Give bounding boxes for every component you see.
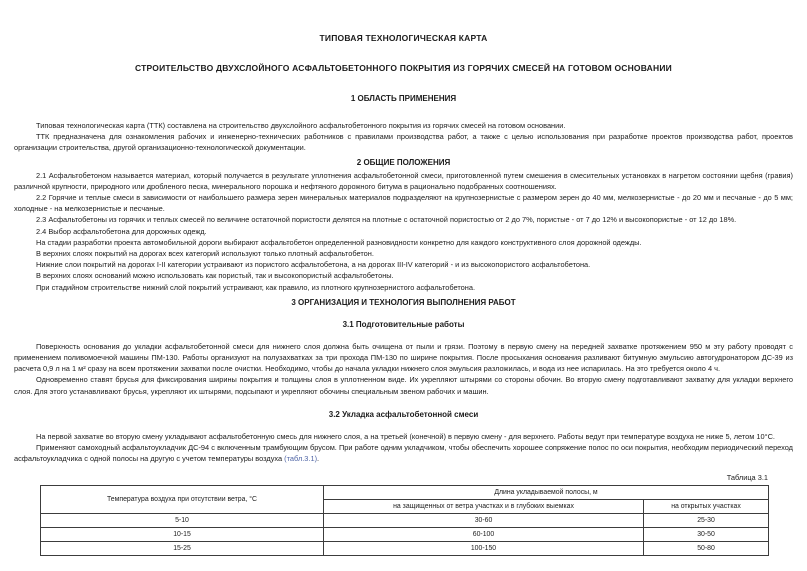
para-paver-operation bbox=[14, 442, 793, 464]
para-ttk-purpose: ТТК предназначена для ознакомления рабочих и инженерно-технических работников с правилами производства работ, а также с целью использования при разработке проектов производства работ, проектов организации строительства, другой организационно-технологической документации. bbox=[14, 132, 793, 153]
table-row bbox=[41, 528, 769, 542]
para-2-2: 2.2 Горячие и теплые смеси в зависимости от наибольшего размера зерен минеральных материалов подразделяют на крупнозернистые с размером зерен до 40 мм, мелкозернистые - до 20 мм и песчаные - до 5 мм; холодные - на мелкозернистые и песчаные. bbox=[14, 193, 793, 214]
table-3-1-link[interactable]: (табл.3.1) bbox=[284, 454, 318, 464]
table-row bbox=[41, 514, 769, 528]
section-3-1-heading: 3.1 Подготовительные работы bbox=[342, 319, 465, 329]
cell-temp-range: 10-15 bbox=[41, 528, 324, 542]
paragraph-text: . bbox=[317, 454, 320, 464]
cell-open-length: 50-80 bbox=[644, 542, 769, 556]
document-title: ТИПОВАЯ ТЕХНОЛОГИЧЕСКАЯ КАРТА bbox=[319, 33, 488, 43]
cell-sheltered-length: 60-100 bbox=[324, 528, 644, 542]
para-staged-construction: При стадийном строительстве нижний слой покрытий устраивают, как правило, из плотного крупнозернистого асфальтобетона. bbox=[36, 282, 476, 292]
para-base-layers: В верхних слоях оснований можно использовать как пористый, так и высокопористый асфальтобетоны. bbox=[36, 271, 394, 281]
col-header-temperature: Температура воздуха при отсутствии ветра, °С bbox=[41, 486, 324, 514]
col-header-strip-length: Длина укладываемой полосы, м bbox=[324, 486, 769, 500]
table-header-row bbox=[41, 486, 769, 500]
cell-sheltered-length: 30-60 bbox=[324, 514, 644, 528]
para-laying-shifts: На первой захватке во вторую смену укладывают асфальтобетонную смесь для нижнего слоя, а на третьей (конечной) в первую смену - для верхнего. Работы ведут при температуре воздуха не ниже 5, летом 10°С. bbox=[36, 431, 775, 441]
section-2-heading: 2 ОБЩИЕ ПОЛОЖЕНИЯ bbox=[356, 157, 451, 167]
paragraph-text: Применяют самоходный асфальтоукладчик ДС-94 с включенным трамбующим брусом. При работе одним укладчиком, чтобы обеспечить хорошее сопряжение полос по оси покрытия, необходим периодический переход асфальтоукладчика с одной полосы на другую с учетом температуры воздуха bbox=[14, 443, 793, 464]
col-header-sheltered: на защищенных от ветра участках и в глубоких выемках bbox=[324, 500, 644, 514]
document-subtitle: СТРОИТЕЛЬСТВО ДВУХСЛОЙНОГО АСФАЛЬТОБЕТОННОГО ПОКРЫТИЯ ИЗ ГОРЯЧИХ СМЕСЕЙ НА ГОТОВОМ ОСНОВАНИИ bbox=[135, 63, 672, 73]
section-1-heading: 1 ОБЛАСТЬ ПРИМЕНЕНИЯ bbox=[350, 94, 457, 103]
table-row bbox=[41, 542, 769, 556]
para-2-1: 2.1 Асфальтобетоном называется материал, который получается в результате уплотнения асфальтобетонной смеси, приготовленной путем смешения в смесительных установках в нагретом состоянии щебня (гравия) различной крупности, природного или дробленого песка, минерального порошка и нефтяного дорожного битума в рационально подобранных соотношениях. bbox=[14, 170, 793, 191]
table-caption: Таблица 3.1 bbox=[726, 473, 768, 483]
para-2-4: 2.4 Выбор асфальтобетона для дорожных одежд. bbox=[36, 226, 207, 236]
cell-open-length: 30-50 bbox=[644, 528, 769, 542]
cell-temp-range: 5-10 bbox=[41, 514, 324, 528]
section-3-2-heading: 3.2 Укладка асфальтобетонной смеси bbox=[328, 409, 479, 419]
para-beams-setup: Одновременно ставят брусья для фиксирования ширины покрытия и толщины слоя в уплотненном виде. Их укрепляют штырями со стороны обочин. Во вторую смену подготавливают захватку для укладки верхнего слоя. Для этого устанавливают брусья, укрепляют их штырями, подсыпают и укрепляют обочины специальным звеном рабочих и машин. bbox=[14, 375, 793, 396]
para-design-stage: На стадии разработки проекта автомобильной дороги выбирают асфальтобетон определенной разновидности конкретно для каждого конструктивного слоя дорожной одежды. bbox=[36, 237, 642, 247]
cell-open-length: 25-30 bbox=[644, 514, 769, 528]
para-lower-layers: Нижние слои покрытий на дорогах I-II категории устраивают из пористого асфальтобетона, а на дорогах III-IV категорий - и из высокопористого асфальтобетона. bbox=[36, 260, 591, 270]
cell-temp-range: 15-25 bbox=[41, 542, 324, 556]
strip-length-table bbox=[40, 485, 769, 556]
para-ttk-composed: Типовая технологическая карта (ТТК) составлена на строительство двухслойного асфальтобетонного покрытия из горячих смесей на готовом основании. bbox=[36, 121, 566, 130]
para-2-3: 2.3 Асфальтобетоны из горячих и теплых смесей по величине остаточной пористости делятся на плотные с остаточной пористостью от 2 до 7%, пористые - от 7 до 12% и высокопористые - от 12 до 18%. bbox=[36, 215, 737, 225]
section-3-heading: 3 ОРГАНИЗАЦИЯ И ТЕХНОЛОГИЯ ВЫПОЛНЕНИЯ РАБОТ bbox=[291, 297, 516, 307]
cell-sheltered-length: 100-150 bbox=[324, 542, 644, 556]
para-surface-cleaning: Поверхность основания до укладки асфальтобетонной смеси для нижнего слоя должна быть очищена от пыли и грязи. Поэтому в первую смену на передней захватке протяжением 950 м эту работу проводят с применением поливомоечной машины ПМ-130. Работы организуют на полузахватках за три прохода ПМ-130 по ширине покрытия. После просыхания основания разливают битумную эмульсию автогудронатором ДС-39 из расчета 0,9 л на 1 м² сразу на всем протяжении захватки после очистки. Необходимо, чтобы до начала укладки нижнего слоя эмульсия разложилась, и вода из нее испарилась. На это требуется около 4 ч. bbox=[14, 341, 793, 374]
col-header-open: на открытых участках bbox=[644, 500, 769, 514]
para-upper-layers: В верхних слоях покрытий на дорогах всех категорий используют только плотный асфальтобетон. bbox=[36, 249, 374, 259]
